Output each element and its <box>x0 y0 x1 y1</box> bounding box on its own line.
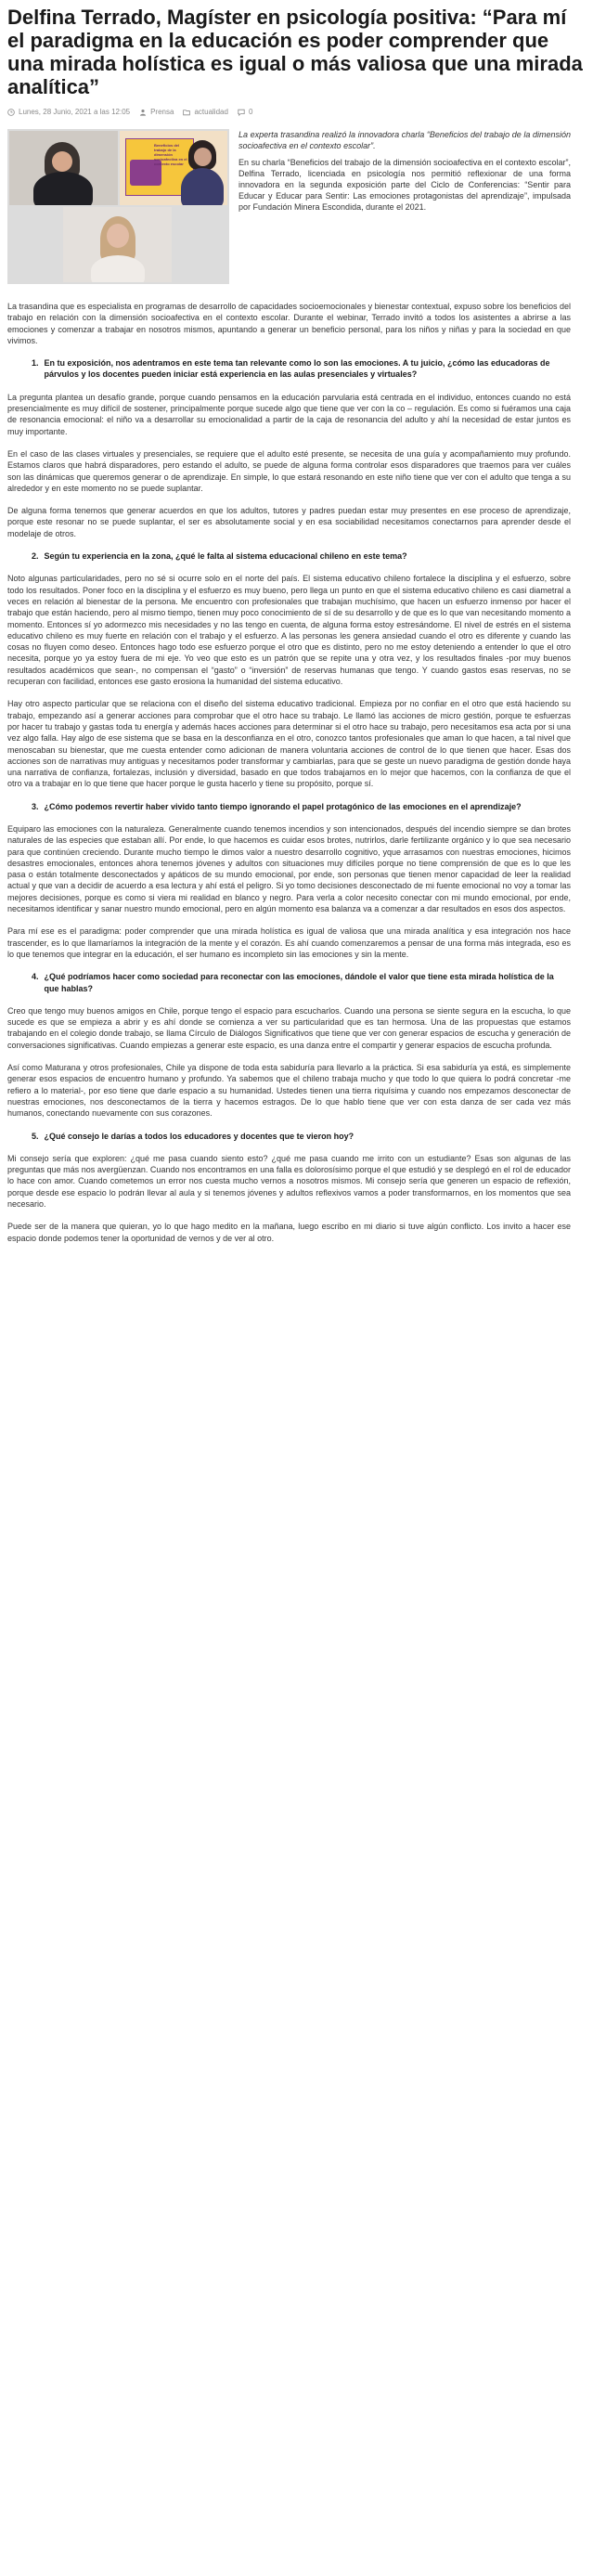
clock-icon <box>7 109 15 116</box>
article-category[interactable]: actualidad <box>194 108 228 116</box>
paragraph: Mi consejo sería que exploren: ¿qué me pasa cuando siento esto? ¿qué me pasa cuando me irrito con un estudiante? Esas son algunas de las preguntas que más nos avergüenzan. Cuando nos encontramos en una falla es dolorosísimo porque el que estudió y se desplegó en el rol de educador lo hace con amor. Cuando cometemos un error nos cuesta mucho vernos a nosotros mismos. Mi consejo sería que generen un espacio de reflexión, porque desde ese espacio lo podrán llevar al aula y si tenemos jóvenes y adultos reflexivos vamos a poder transformarnos, en los momentos que sea necesario. <box>7 1153 571 1209</box>
question-2: 2. Según tu experiencia en la zona, ¿qué le falta al sistema educacional chileno en este tema? <box>32 551 407 562</box>
intro-lead: La experta trasandina realizó la innovadora charla “Beneficios del trabajo de la dimensión socioafectiva en el contexto escolar”. <box>238 130 571 150</box>
paragraph: En el caso de las clases virtuales y presenciales, se requiere que el adulto esté presente, se necesita de una guía y acompañamiento muy profundo. Estamos claros que habrá disparadores, pero estando el adulto, se puede de alguna forma controlar esos disparadores que traemos para ver cuáles son las dinámicas que queremos generar o de aprendizaje. En simple, lo que estará resonando en este niño tiene que ver con el adulto que tenga a su alrededor y en este momento no se puede suplantar. <box>7 448 571 493</box>
paragraph: La trasandina que es especialista en programas de desarrollo de capacidades socioemocionales y bienestar contextual, expuso sobre los beneficios del trabajo en relación con la dimensión socioafectiva en el contexto escolar. Durante el webinar, Terrado invitó a todos los asistentes a abrirse a las emociones y comenzar a trabajar en nosotros mismos, apuntando a generar un beneficio personal, para los niños y niñas y para la sociedad en que vivimos. <box>7 302 571 345</box>
article-date: Lunes, 28 Junio, 2021 a las 12:05 <box>19 108 131 116</box>
paragraph: De alguna forma tenemos que generar acuerdos en que los adultos, tutores y padres puedan estar muy presentes en ese proceso de aprendizaje, porque este resonar no se puede suplantar, el ser es absolutamente social y en esa sociabilidad necesitamos conectarnos para aprender desde el modelaje de otros. <box>7 506 571 538</box>
question-5: 5. ¿Qué consejo le darías a todos los educadores y docentes que te vieron hoy? <box>32 1131 355 1141</box>
paragraph: Creo que tengo muy buenos amigos en Chile, porque tengo el espacio para escucharlos. Cuando una persona se siente segura en la escucha, lo que sucede es que se empieza a abrir y es ahí donde se comienza a ver su particularidad que es tan hermosa. Una de las propuestas que estamos trabajando en el colegio donde trabajo, se llama Círculo de Diálogos Significativos que tiene que ver con generar espacios de escucha y generación de conversaciones significativas. Cuando empiezas a generar este espacio, es una danza entre el compartir y generar espacios de escucha profunda. <box>7 1005 571 1050</box>
paragraph: Noto algunas particularidades, pero no sé si ocurre solo en el norte del país. El sistema educativo chileno fortalece la disciplina y el esfuerzo, sobre todo los resultados. Poner foco en la disciplina y el esfuerzo es muy bueno, pero llega un punto en que el sistema educativo chileno es casi diametral a veces en relación al bienestar de la persona. Me encuentro con profesionales que trabajan muchísimo, que hacen un esfuerzo inmenso por hacer el trabajo que están haciendo, pero al mismo tiempo, tienen muy poco conocimiento de sí de su desarrollo y de que es lo que van necesitando momento a momento. Entonces sí yo adormezco mis necesidades y no las tengo en cuenta, de alguna forma estoy estresándome. El nivel de estrés en el sistema educativo chileno es muy fuerte en relación con el trabajo y el esfuerzo. A las personas les genera ansiedad cuando el otro es diferente y cuando las cosas no fluyen como deseo. Entonces hago todo ese esfuerzo porque el otro que es distinto, pero no me estoy deteniendo a entender lo que el otro necesita, porque yo ya estoy fuera de mi eje. Yo veo que esto es un patrón que se repite una y otra vez, y los resultados finales -por muy buenos resultados académicos que sean-, no compensan el “gasto” o “inversión” de reservas humanas que tengo. Y cuando gastos esas reservas, no se recuperan con facilidad, entonces ese gasto erosiona la humanidad del sistema educativo. <box>7 574 571 687</box>
question-text: ¿Qué podríamos hacer como sociedad para reconectar con las emociones, dándole el valor que tiene esta mirada holística de la que hablas? <box>44 972 554 993</box>
user-icon <box>139 109 147 116</box>
comment-icon <box>238 109 245 116</box>
paragraph: La pregunta plantea un desafío grande, porque cuando pensamos en la educación parvularia está centrada en el individuo, entonces cuando no está presencialmente es muy difícil de sostener, principalmente porque sucede algo que tiene que ver con la co – regulación. Es como si fuéramos una caja de resonancia emocional: el niño va a desarrollar su emocionalidad a partir de la caja de resonancia del adulto y ahí la necesidad de estar juntos es muy importante. <box>7 392 571 436</box>
question-1: 1. En tu exposición, nos adentramos en este tema tan relevante como lo son las emociones. A tu juicio, ¿cómo las educadoras de párvulos y los docentes pueden iniciar está experiencia en las aulas presenciales y virtuales? <box>32 357 571 381</box>
question-text: En tu exposición, nos adentramos en este tema tan relevante como lo son las emociones. A tu juicio, ¿cómo las educadoras de párvulos y los docentes pueden iniciar está experiencia en las aulas presenciales y virtuales? <box>44 358 550 380</box>
paragraph: Así como Maturana y otros profesionales, Chile ya dispone de toda esta sabiduría para llevarlo a la práctica. Si esa sabiduría ya está, es simplemente generar esos espacios de encuentro humano y profundo. Ya sabemos que el chileno trabaja mucho y que todo lo que quiera lo podrá concretar -me refiero a lo material-, por eso tiene que darle espacio a su humanidad. Ustedes tienen una tierra riquísima y cuando nos empezamos desconectar de nuestras emociones, nos desconectamos de la tierra y hacemos estragos. De lo que hablo tiene que ver con esta danza de ser cada vez más humanos, conectando nuevamente con sus corazones. <box>7 1063 571 1119</box>
webinar-screenshot <box>7 129 229 284</box>
question-text: ¿Qué consejo le darías a todos los educadores y docentes que te vieron hoy? <box>44 1131 355 1141</box>
paragraph: Puede ser de la manera que quieran, yo lo que hago medito en la mañana, luego escribo en mi diario si tuve algún conflicto. Los invito a hacer ese espacio donde podemos tener la oportunidad de vernos y de ver al otro. <box>7 1222 571 1243</box>
video-tile-interpreter <box>9 131 118 205</box>
article-comment-count[interactable]: 0 <box>248 108 253 116</box>
question-4: 4. ¿Qué podríamos hacer como sociedad para reconectar con las emociones, dándole el valor que tiene esta mirada holística de la que hablas? <box>32 971 571 994</box>
paragraph: Para mí ese es el paradigma: poder comprender que una mirada holística es igual de valiosa que una mirada analítica y esa integración nos hace trascender, es lo que llamaríamos la integración de la mente y el corazón. Es ahí cuando comenzaremos a pensar de una forma más integrada, eso es lo que tenemos que integrar en la educación, el ser humano es incompleto sin las emociones y sin la mente. <box>7 926 571 959</box>
paragraph: Equiparo las emociones con la naturaleza. Generalmente cuando tenemos incendios y son intencionados, después del incendio siempre se dan brotes naturales de las especies que estaban allí. Por ende, lo que hacemos es cuidar esos brotes, nutrirlos, darle fertilizante orgánico y lo que sea necesario para que continúen creciendo. Durante mucho tiempo le dimos valor a nuestro desarrollo cognitivo, yque arrasamos con nuestras emociones, hicimos desastres emocionales, entonces ahora tenemos jóvenes y adultos con situaciones muy difíciles porque no tiene comprensión de que es lo que les pasa o están totalmente desconectados y apáticos de su mundo emocional, por ende, son personas que tienen menor capacidad de leer la realidad actual y que van a decidir de acuerdo a esa lectura y ahí está el peligro. Si yo tomo decisiones desconectado de mi fuente emocional no voy a tomar las mejores decisiones, porque es como si viera mi realidad en blanco y negro. Para verla a color necesito conectar con mi mundo emocional, por ende, necesitamos identificar y sanar nuestro mundo emocional, pero en algún momento esa balanza va a comenzar a dar resultados en esos dos aspectos. <box>7 823 571 914</box>
poster-text: Beneficios del trabajo de la dimensión socioafectiva en el contexto escolar <box>154 143 187 166</box>
video-tile-host <box>120 131 227 205</box>
paragraph: Hay otro aspecto particular que se relaciona con el diseño del sistema educativo tradicional. Empieza por no confiar en el otro que está haciendo su trabajo, empezando así a generar acciones para comprobar que el otro hace su trabajo. Le llamó las acciones de micro gestión, porque te esfuerzas por hacer tu trabajo y gastas toda tu energía y además haces acciones para determinar si el otro hace su trabajo, pero necesitamos esa acta por si una vez algo falla. Hay algo de ese sistema que se basa en la desconfianza en el otro, conozco tantos profesionales que aman lo que hacen, a tal nivel que menoscaban su bienestar, que me cuesta entender como adicionan de manera voluntaria acciones de control de lo que tienen que hacer. Esas dos acciones son de narrativas muy antiguas y necesitamos poder transformar y cambiarlas, para que se geste un nuevo paradigma de gestión donde haya una narrativa de confianza, fortalezas, inclusión y diversidad, basado en que todos trabajamos en lo mejor que hacemos, con la confianza de que el otro va a trabajar en lo que tiene que hacer porque le gusta hacerlo y tiene su propósito, porque sí. <box>7 699 571 789</box>
article-author[interactable]: Prensa <box>150 108 174 116</box>
intro-body: En su charla “Beneficios del trabajo de la dimensión socioafectiva en el contexto escolar”, Delfina Terrado, licenciada en psicología nos permitió reflexionar de una forma innovadora en la segunda exposición parte del Ciclo de Conferencias: “Sentir para Educar y Educar para Sentir: Las emociones protagonistas del aprendizaje”, impulsada por Fundación Minera Escondida, durante el 2021. <box>238 158 571 212</box>
folder-icon <box>183 109 190 116</box>
article <box>0 6 583 1244</box>
video-tile-speaker <box>63 207 172 282</box>
question-3: 3. ¿Cómo podemos revertir haber vivido tanto tiempo ignorando el papel protagónico de las emociones en el aprendizaje? <box>32 801 522 811</box>
question-text: Según tu experiencia en la zona, ¿qué le falta al sistema educacional chileno en este tema? <box>44 551 407 562</box>
question-text: ¿Cómo podemos revertir haber vivido tanto tiempo ignorando el papel protagónico de las emociones en el aprendizaje? <box>44 801 522 811</box>
article-meta <box>7 108 571 116</box>
article-intro <box>7 129 571 290</box>
article-title: Delfina Terrado, Magíster en psicología positiva: “Para mí el paradigma en la educación es poder comprender que una mirada holística es igual o más valiosa que una mirada analítica” <box>7 6 583 98</box>
